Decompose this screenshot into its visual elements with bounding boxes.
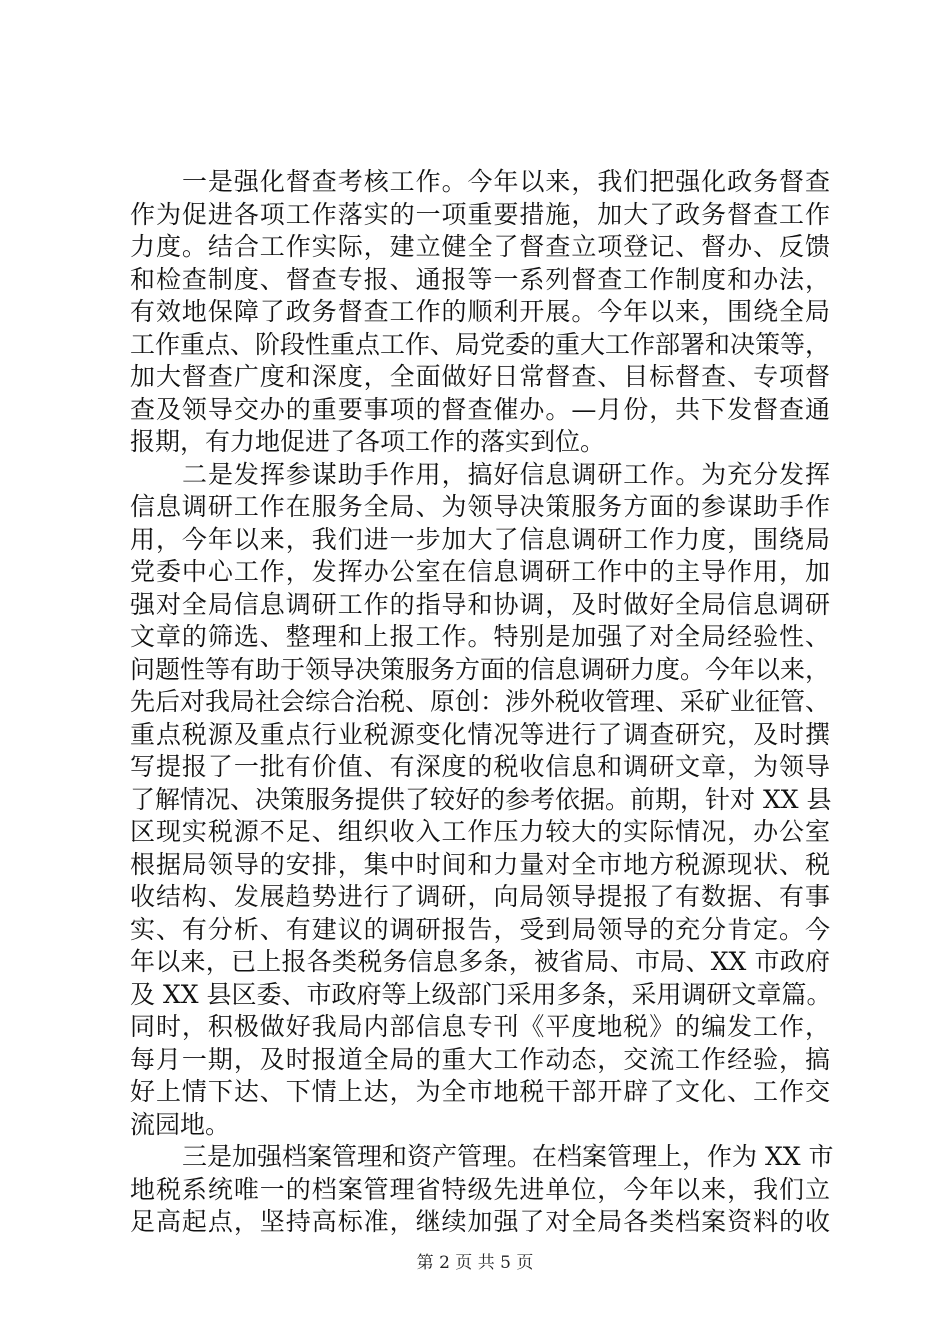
text-line: 党委中心工作，发挥办公室在信息调研工作中的主导作用，加 xyxy=(130,557,830,586)
text-line: 足高起点，坚持高标准，继续加强了对全局各类档案资料的收 xyxy=(130,1207,830,1236)
text-line: 问题性等有助于领导决策服务方面的信息调研力度。今年以来， xyxy=(130,654,831,684)
text-line: 同时，积极做好我局内部信息专刊《平度地税》的编发工作， xyxy=(130,1012,830,1041)
text-line: 报期，有力地促进了各项工作的落实到位。 xyxy=(130,427,606,456)
page-footer: 第 2 页 共 5 页 xyxy=(416,1253,534,1273)
paragraph-first-line: 一是强化督查考核工作。今年以来，我们把强化政务督查 xyxy=(182,167,830,196)
text-line: 先后对我局社会综合治税、原创：涉外税收管理、采矿业征管、 xyxy=(130,687,831,716)
text-line: 查及领导交办的重要事项的督查催办。—月份，共下发督查通 xyxy=(130,394,830,424)
text-line: 地税系统唯一的档案管理省特级先进单位，今年以来，我们立 xyxy=(130,1174,830,1204)
text-line: 收结构、发展趋势进行了调研，向局领导提报了有数据、有事 xyxy=(130,882,830,911)
text-line: 加大督查广度和深度，全面做好日常督查、目标督查、专项督 xyxy=(130,362,830,391)
text-line: 强对全局信息调研工作的指导和协调，及时做好全局信息调研 xyxy=(130,589,830,619)
text-line: 作为促进各项工作落实的一项重要措施，加大了政务督查工作 xyxy=(130,199,830,229)
text-line: 重点税源及重点行业税源变化情况等进行了调查研究，及时撰 xyxy=(130,719,830,749)
text-line: 文章的筛选、整理和上报工作。特别是加强了对全局经验性、 xyxy=(130,622,830,651)
text-line: 用，今年以来，我们进一步加大了信息调研工作力度，围绕局 xyxy=(130,524,830,554)
text-line: 写提报了一批有价值、有深度的税收信息和调研文章，为领导 xyxy=(130,752,830,781)
text-line: 好上情下达、下情上达，为全市地税干部开辟了文化、工作交 xyxy=(130,1077,830,1106)
paragraph-first-line: 二是发挥参谋助手作用，搞好信息调研工作。为充分发挥 xyxy=(182,459,830,489)
text-line: 根据局领导的安排，集中时间和力量对全市地方税源现状、税 xyxy=(130,849,830,879)
text-line: 力度。结合工作实际，建立健全了督查立项登记、督办、反馈 xyxy=(130,232,830,261)
text-line: 工作重点、阶段性重点工作、局党委的重大工作部署和决策等， xyxy=(130,329,831,359)
text-line: 信息调研工作在服务全局、为领导决策服务方面的参谋助手作 xyxy=(130,492,830,521)
text-line: 年以来，已上报各类税务信息多条，被省局、市局、XX 市政府 xyxy=(130,947,830,976)
paragraph-first-line: 三是加强档案管理和资产管理。在档案管理上，作为 XX 市 xyxy=(182,1142,834,1171)
text-line: 流园地。 xyxy=(130,1109,231,1139)
text-line: 和检查制度、督查专报、通报等一系列督查工作制度和办法， xyxy=(130,264,830,294)
text-line: 有效地保障了政务督查工作的顺利开展。今年以来，围绕全局 xyxy=(130,297,830,326)
text-line: 区现实税源不足、组织收入工作压力较大的实际情况，办公室 xyxy=(130,817,830,846)
text-line: 了解情况、决策服务提供了较好的参考依据。前期，针对 XX 县 xyxy=(130,784,832,814)
text-line: 及 XX 县区委、市政府等上级部门采用多条，采用调研文章篇。 xyxy=(130,979,832,1009)
text-line: 每月一期，及时报道全局的重大工作动态，交流工作经验，搞 xyxy=(130,1044,830,1074)
text-line: 实、有分析、有建议的调研报告，受到局领导的充分肯定。今 xyxy=(130,914,830,944)
